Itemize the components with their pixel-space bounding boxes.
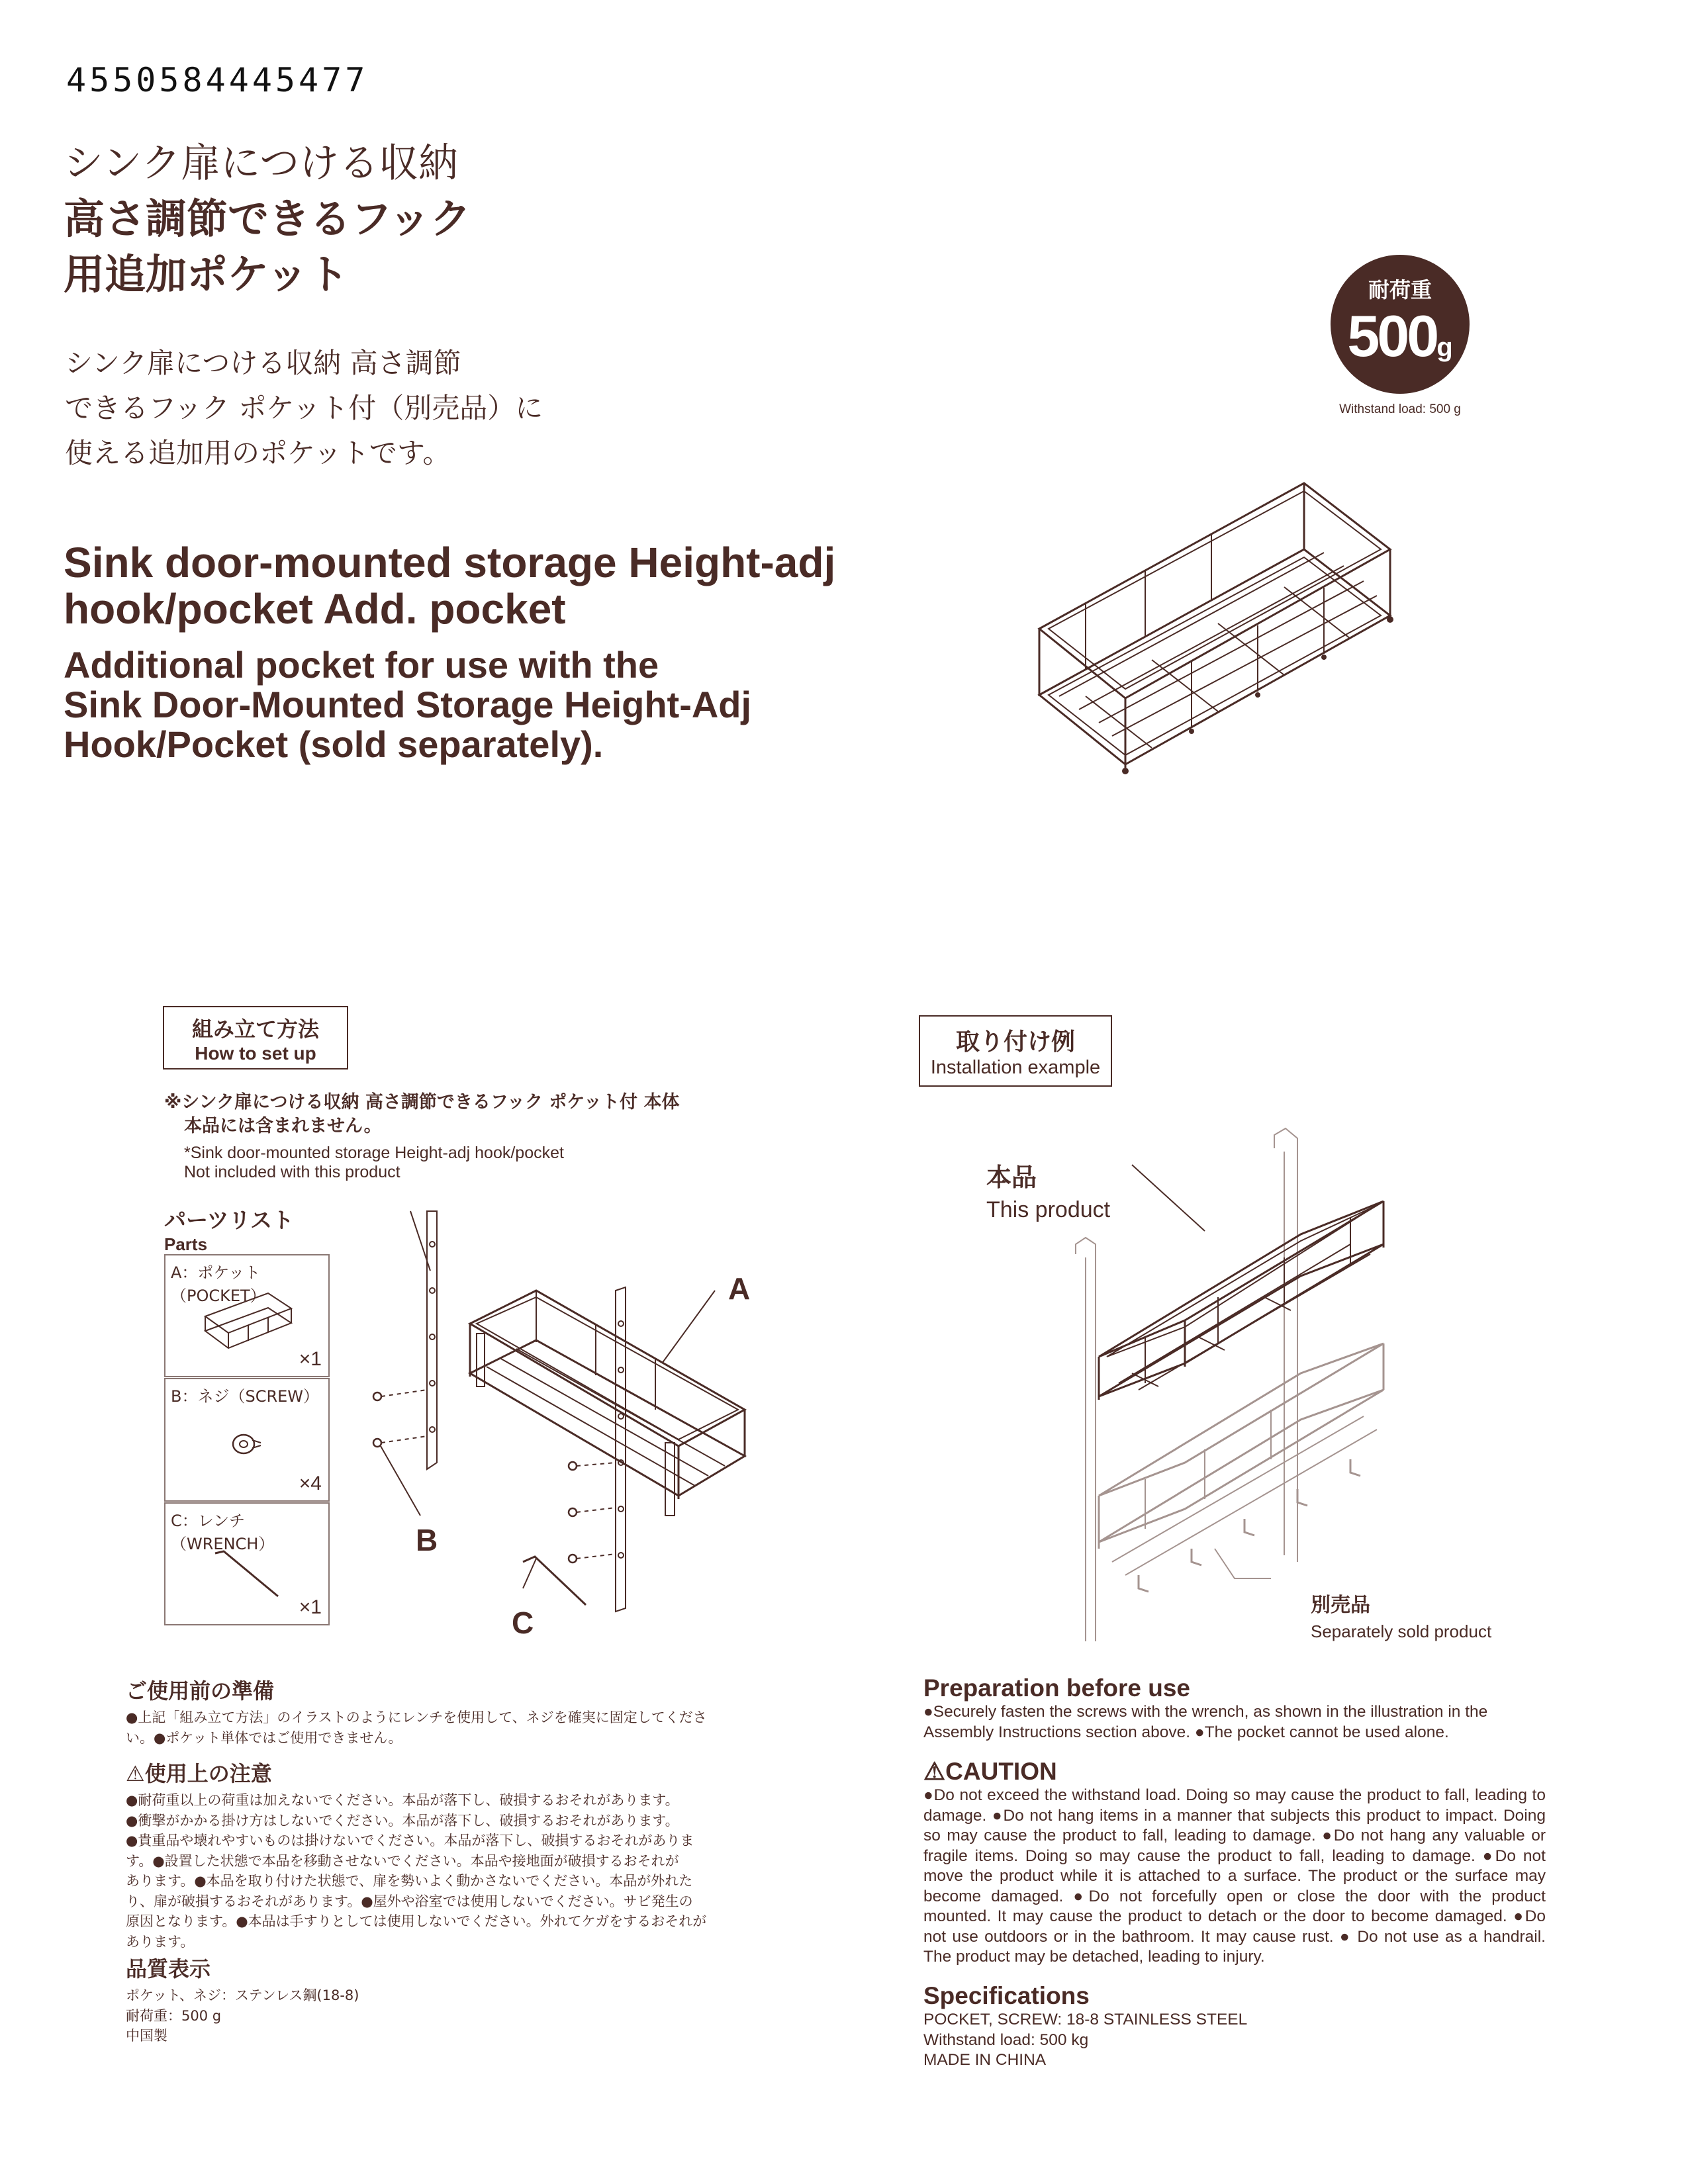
setup-note-jp bbox=[164, 1091, 679, 1138]
part-b-screw-icon bbox=[230, 1431, 263, 1457]
install-label-en: Installation example bbox=[930, 1057, 1101, 1078]
prep-jp-heading: ご使用前の準備 bbox=[126, 1678, 275, 1704]
specs-en-section bbox=[923, 1982, 1546, 2071]
load-value-unit: g bbox=[1436, 333, 1453, 362]
prep-en-section bbox=[923, 1674, 1546, 1743]
en-product-title bbox=[64, 539, 835, 632]
setup-label-en: How to set up bbox=[195, 1043, 316, 1064]
setup-section-label bbox=[163, 1006, 348, 1069]
separate-product-en: Separately sold product bbox=[1311, 1621, 1492, 1641]
part-a-qty: ×1 bbox=[299, 1348, 322, 1370]
part-c-qty: ×1 bbox=[299, 1596, 322, 1618]
part-c-label: C：レンチ（WRENCH） bbox=[171, 1512, 275, 1553]
prep-en-heading: Preparation before use bbox=[923, 1674, 1191, 1702]
jp-product-title bbox=[64, 136, 471, 302]
load-value-number: 500 bbox=[1347, 303, 1437, 369]
en-subtitle-line: Hook/Pocket (sold separately). bbox=[64, 723, 604, 765]
part-c-box bbox=[164, 1502, 330, 1625]
caution-en-body: ●Do not exceed the withstand load. Doing so may cause the product to fall, leading to damage. ●Do not hang items in a manner that subjects this product to impact. Doing so may cause the product to fall, leading to damage. ●Do not hang any valuable or fragile items. Doing so may cause the product to fall, leading to damage. ●Do not move the product while it is attached to a surface. The product or the surface may become damaged. ●Do not forcefully open or close the door with the product mounted. It may cause the product to detach or the door to become damaged. ●Do not use outdoors or in the bathroom. It may cause rust. ● Do not use as a handrail. The product may be detached, leading to injury. bbox=[923, 1786, 1546, 1966]
specs-en-line: Withstand load: 500 kg bbox=[923, 2030, 1089, 2049]
caution-jp-line: あります。●本品を取り付けた状態で、扉を勢いよく動かさないでください。本品が外れた bbox=[126, 1873, 693, 1889]
caution-jp-heading: ⚠使用上の注意 bbox=[126, 1761, 272, 1786]
diagram-letter-a: A bbox=[728, 1271, 751, 1306]
quality-jp-line: ポケット、ネジ：ステンレス鋼(18-8) bbox=[126, 1987, 359, 2003]
prep-en-body bbox=[923, 1702, 1546, 1743]
caution-jp-section bbox=[126, 1757, 722, 1952]
setup-note-jp-line: 本品には含まれません。 bbox=[184, 1116, 382, 1136]
this-product-jp: 本品 bbox=[986, 1163, 1037, 1192]
caution-en-section bbox=[923, 1757, 1546, 1968]
prep-en-line: ●Securely fasten the screws with the wrench, as shown in the illustration in the bbox=[923, 1703, 1488, 1721]
diagram-letter-b: B bbox=[416, 1523, 438, 1557]
en-title-line: hook/pocket Add. pocket bbox=[64, 585, 566, 633]
caution-jp-line: り、扉が破損するおそれがあります。●屋外や浴室では使用しないでください。サビ発生の bbox=[126, 1893, 693, 1909]
install-label-jp: 取り付け例 bbox=[955, 1028, 1075, 1056]
part-a-label: A：ポケット（POCKET） bbox=[171, 1263, 266, 1305]
installation-diagram bbox=[1072, 1125, 1390, 1641]
caution-jp-line: あります。 bbox=[126, 1933, 195, 1950]
assembly-diagram bbox=[364, 1191, 788, 1628]
specs-en-heading: Specifications bbox=[923, 1982, 1090, 2009]
quality-jp-section bbox=[126, 1952, 722, 2046]
jp-description bbox=[65, 341, 543, 476]
quality-jp-body bbox=[126, 1985, 722, 2046]
setup-note-en-line: Not included with this product bbox=[184, 1163, 400, 1181]
prep-jp-section bbox=[126, 1674, 722, 1748]
jp-title-line-2: 高さ調節できるフック bbox=[64, 195, 471, 243]
caution-jp-line: ●衝撃がかかる掛け方はしないでください。本品が落下し、破損するおそれがあります。 bbox=[126, 1812, 679, 1829]
specs-en-line: POCKET, SCREW: 18-8 STAINLESS STEEL bbox=[923, 2011, 1248, 2028]
barcode-number: 4550584445477 bbox=[66, 61, 369, 99]
parts-list-title bbox=[164, 1203, 294, 1255]
load-badge-value bbox=[1331, 302, 1470, 370]
caution-jp-line: ●貴重品や壊れやすいものは掛けないでください。本品が落下し、破損するおそれがありま bbox=[126, 1833, 694, 1848]
prep-jp-line: い。●ポケット単体ではご使用できません。 bbox=[126, 1729, 402, 1746]
en-title-line: Sink door-mounted storage Height-adj bbox=[64, 539, 836, 586]
part-c-wrench-icon bbox=[212, 1550, 285, 1603]
en-subtitle-line: Sink Door-Mounted Storage Height-Adj bbox=[64, 684, 752, 725]
parts-title-en: Parts bbox=[164, 1234, 208, 1254]
caution-jp-body bbox=[126, 1790, 722, 1952]
install-section-label bbox=[919, 1015, 1112, 1087]
caution-en-heading: ⚠CAUTION bbox=[923, 1758, 1057, 1785]
quality-jp-line: 中国製 bbox=[126, 2028, 167, 2044]
prep-en-line: Assembly Instructions section above. ●The pocket cannot be used alone. bbox=[923, 1723, 1449, 1741]
jp-title-line-1: シンク扉につける収納 bbox=[64, 140, 459, 187]
load-badge bbox=[1331, 255, 1470, 394]
jp-description-line: 使える追加用のポケットです。 bbox=[65, 437, 451, 469]
part-b-label: B：ネジ（SCREW） bbox=[171, 1387, 320, 1406]
load-badge-label: 耐荷重 bbox=[1368, 277, 1432, 302]
prep-jp-body bbox=[126, 1707, 722, 1748]
quality-jp-heading: 品質表示 bbox=[126, 1956, 211, 1981]
part-a-pocket-icon bbox=[202, 1290, 295, 1349]
this-product-en: This product bbox=[986, 1197, 1111, 1222]
setup-note-jp-line: ※シンク扉につける収納 高さ調節できるフック ポケット付 本体 bbox=[164, 1092, 680, 1113]
setup-note-en bbox=[184, 1144, 564, 1182]
jp-description-line: シンク扉につける収納 高さ調節 bbox=[65, 347, 461, 379]
quality-jp-line: 耐荷重：500 g bbox=[126, 2007, 222, 2024]
parts-title-jp: パーツリスト bbox=[164, 1207, 295, 1233]
caution-jp-line: す。●設置した状態で本品を移動させないでください。本品や接地面が破損するおそれが bbox=[126, 1852, 679, 1869]
load-badge-caption: Withstand load: 500 g bbox=[1339, 402, 1461, 416]
jp-title-line-3: 用追加ポケット bbox=[64, 250, 349, 298]
part-b-box bbox=[164, 1378, 330, 1502]
part-b-qty: ×4 bbox=[299, 1473, 322, 1494]
separate-product-jp: 別売品 bbox=[1311, 1594, 1370, 1617]
prep-jp-line: ●上記「組み立て方法」のイラストのようにレンチを使用して、ネジを確実に固定してくださ bbox=[126, 1709, 707, 1725]
jp-description-line: できるフック ポケット付（別売品）に bbox=[65, 392, 543, 424]
basket-illustration bbox=[1033, 463, 1417, 781]
setup-note-en-line: *Sink door-mounted storage Height-adj hook/pocket bbox=[184, 1144, 564, 1162]
part-a-box bbox=[164, 1254, 330, 1377]
diagram-letter-c: C bbox=[512, 1606, 534, 1640]
setup-label-jp: 組み立て方法 bbox=[191, 1017, 319, 1042]
separate-product-label bbox=[1311, 1588, 1491, 1642]
en-subtitle-line: Additional pocket for use with the bbox=[64, 644, 659, 686]
caution-jp-line: ●耐荷重以上の荷重は加えないでください。本品が落下し、破損するおそれがあります。 bbox=[126, 1792, 679, 1808]
en-subtitle bbox=[64, 645, 751, 764]
specs-en-body bbox=[923, 2010, 1546, 2071]
specs-en-line: MADE IN CHINA bbox=[923, 2051, 1047, 2069]
caution-jp-line: 原因となります。●本品は手すりとしては使用しないでください。外れてケガをするおそれが bbox=[126, 1913, 707, 1929]
